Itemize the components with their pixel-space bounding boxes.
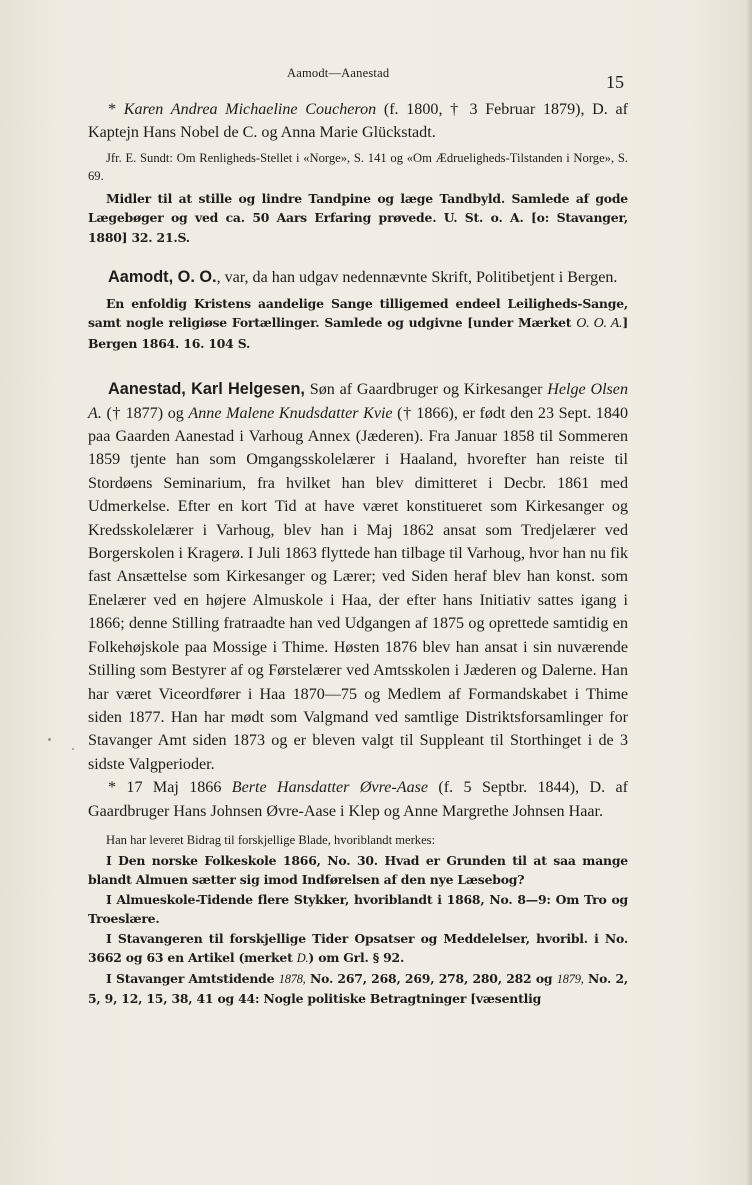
page-content xyxy=(88,98,628,1009)
contribution-text: I Stavanger Amtstidende xyxy=(106,970,279,986)
contribution-text: I Stavangeren til forskjellige Tider Opsatser og Meddelelser, hvoribl. i No. 3662 og 63 en Artikel (merket xyxy=(88,930,628,966)
contribution-text-end: ) om Grl. § 92. xyxy=(308,950,405,966)
biography-text xyxy=(88,378,628,776)
entry-text xyxy=(88,266,628,289)
author-mark: D. xyxy=(296,951,309,966)
page-number: 15 xyxy=(606,72,624,92)
marriage-line xyxy=(88,98,628,145)
entry-coucheron xyxy=(88,98,628,247)
parents-line: 1879), D. af Kaptejn Hans Nobel de C. og Anna Marie Glückstadt. xyxy=(88,101,628,142)
contribution-item: I Den norske Folkeskole 1866, No. 30. Hvad er Grunden til at saa mange blandt Almuen sætter sig imod Indførelsen af den nye Læsebog? xyxy=(88,852,628,888)
contribution-numbers: No. 267, 268, 269, 278, 280, 282 og xyxy=(305,970,557,986)
contribution-item xyxy=(88,969,628,1009)
author-mark: O. O. A. xyxy=(576,316,623,332)
contribution-item xyxy=(88,929,628,969)
entry-heading: Aanestad, Karl Helgesen, xyxy=(108,380,305,399)
biography-body: († 1866), er født den 23 Sept. 1840 paa Gaarden Aanestad i Varhoug Annex (Jæderen). Fra Januar 1858 til Sommeren 1859 tjente han som Omgangsskolelærer i Haaland, hvorefter han reiste til Stordøens Seminarium, fra hvilket han blev dimitteret i Decbr. 1861 med Udmerkelse. Efter en kort Tid at have været konstitueret som Kirkesanger og Kredsskolelærer i Varhoug, blev han i Maj 1862 ansat som Tredjelærer ved Borgerskolen i Kragerø. I Juli 1863 flyttede han tilbage til Varhoug, hvor han nu fik fast Ansættelse som Kirkesanger og Lærer; ved Siden heraf blev han konst. som Enelærer ved en højere Almuskole i Haa, der efter hans Initiativ sattes igang i 1866; denne Stilling fratraadte han ved Udgangen af 1875 og oprettede samtidig en Folkehøjskole paa Mossige i Thime. Høsten 1876 blev han ansat i sin nuværende Stilling som Bestyrer af og Førstelærer ved Amtsskolen i Jæderen og Dalerne. Han har været Viceordfører i Haa 1870—75 og Medlem af Formandskabet i Thime siden 1877. Han har mødt som Valgmand ved samtlige Distriktsforsamlinger for Stavanger Amt siden 1873 og er bleven valgt til Suppleant til Storthinget i de 3 sidste Valgperioder. xyxy=(88,404,628,773)
entry-heading: Aamodt, O. O. xyxy=(108,268,217,287)
mother-name: Anne Malene Knudsdatter Kvie xyxy=(188,404,393,422)
marriage-text xyxy=(88,776,628,823)
wife-dates: (f. 1800, † 3 Februar xyxy=(376,101,536,118)
wife-details: (f. 5 Septbr. 1844), D. af Gaardbruger Hans Johnsen Øvre-Aase i Klep og Anne Margrethe Johnsen Haar. xyxy=(88,779,628,820)
asterisk-marker: * xyxy=(108,101,124,118)
asterisk-marker: * 17 Maj 1866 xyxy=(108,779,232,797)
work-title xyxy=(88,294,628,354)
work-title: Midler til at stille og lindre Tandpine og læge Tandbyld. Samlede af gode Lægebøger og ved ca. 50 Aars Erfaring prøvede. U. St. o. A. [o: Stavanger, 1880] 32. 21.S. xyxy=(88,190,628,245)
work-imprint: ] Bergen 1864. 16. 104 S. xyxy=(88,315,628,351)
reference-note: Jfr. E. Sundt: Om Renligheds-Stellet i «Norge», S. 141 og «Om Ædrueligheds-Tilstanden i Norge», S. 69. xyxy=(88,150,628,183)
contribution-item: I Almueskole-Tidende flere Stykker, hvoriblandt i 1868, No. 8—9: Om Tro og Troeslære. xyxy=(88,891,628,927)
entry-aanestad xyxy=(88,378,628,1009)
work-title-text: En enfoldig Kristens aandelige Sange tilligemed endeel Leiligheds-Sange, samt nogle religiøse Fortællinger. Samlede og udgivne [under Mærket xyxy=(88,295,628,331)
wife-name: Karen Andrea Michaeline Coucheron xyxy=(123,101,377,118)
entry-description: , var, da han udgav nedennævnte Skrift, Politibetjent i Bergen. xyxy=(216,269,618,287)
contribution-text-end: No. 2, 5, 9, 12, 15, 38, 41 og 44: Nogle politiske Betragtninger [væsentlig xyxy=(88,970,629,1007)
header-title: Aamodt—Aanestad xyxy=(287,66,390,80)
parent-intro: Søn af Gaardbruger og Kirkesanger xyxy=(304,381,543,399)
paper-speck xyxy=(48,738,51,741)
year-1879: 1879, xyxy=(556,971,584,986)
father-dates: († 1877) og xyxy=(101,404,189,422)
running-header xyxy=(0,66,752,92)
entry-aamodt xyxy=(88,266,628,353)
father-name: Helge Olsen A. xyxy=(88,381,629,422)
contributions-intro: Han har leveret Bidrag til forskjellige Blade, hvoriblandt merkes: xyxy=(106,832,436,847)
page-edge-shadow xyxy=(746,0,752,1185)
year-1878: 1878, xyxy=(278,971,306,986)
paper-speck xyxy=(72,748,74,750)
wife-name: Berte Hansdatter Øvre-Aase xyxy=(231,779,429,797)
